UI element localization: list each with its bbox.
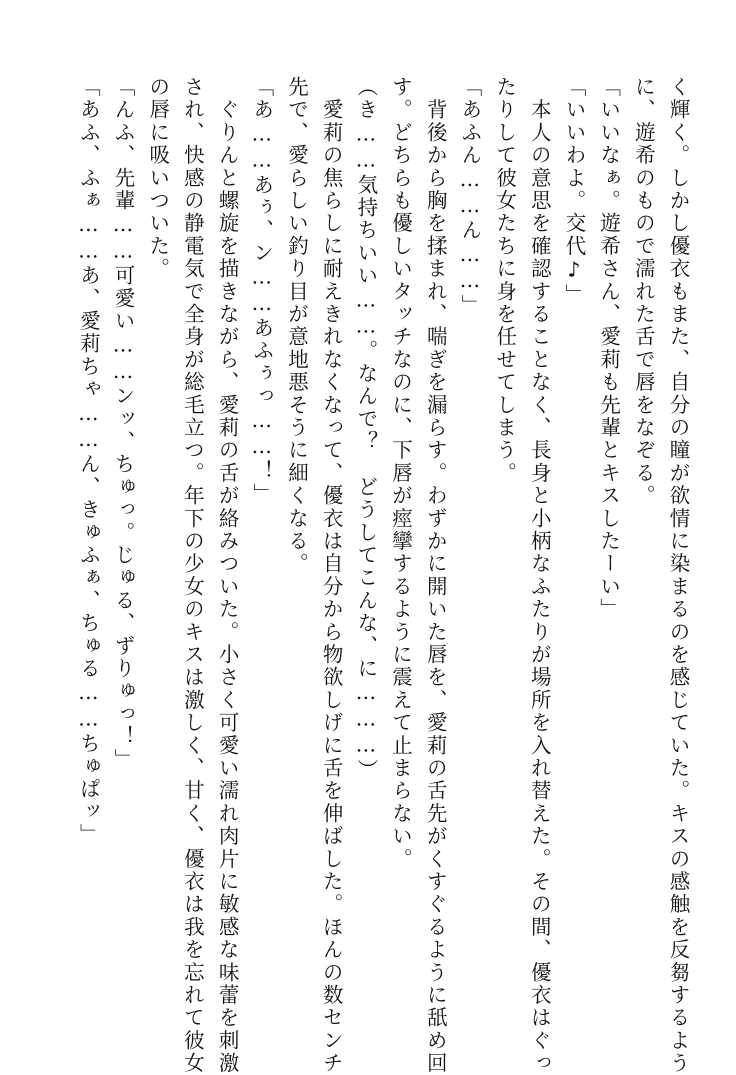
text-column: 「あ……あぅ、ン……あふぅっ……！」 <box>249 76 274 506</box>
text-column: 背後から胸を揉まれ、喘ぎを漏らす。わずかに開いた唇を、愛莉の舌先がくすぐるように舐め回 <box>423 76 448 1075</box>
text-column: され、快感の静電気で全身が総毛立つ。年下の少女のキスは激しく、甘く、優衣は我を忘れて彼女 <box>180 76 205 1075</box>
text-column: 「あふ、ふぁ……あ、愛莉ちゃ……ん、きゅふぁ、ちゅる……ちゅぱッ」 <box>76 76 101 847</box>
text-column: （き……気持ちいい……。なんで？ どうしてこんな、に………） <box>353 76 378 782</box>
vertical-text-block <box>64 76 690 1075</box>
text-column: す。どちらも優しいタッチなのに、下唇が痙攣するように震えて止まらない。 <box>388 76 413 871</box>
text-column: 「あふん……ん……」 <box>457 76 482 317</box>
text-column: ぐりんと螺旋を描きながら、愛莉の舌が絡みついた。小さく可愛い濡れ肉片に敏感な味蕾を刺激 <box>215 76 240 1075</box>
text-column: たりして彼女たちに身を任せてしまう。 <box>492 76 517 485</box>
text-column: 先で、愛らしい釣り目が意地悪そうに細くなる。 <box>284 76 309 576</box>
text-column: に、遊希のもので濡れた舌で唇をなぞる。 <box>631 76 656 508</box>
text-column: 「いいなぁ。遊希さん、愛莉も先輩とキスしたーい」 <box>596 76 621 621</box>
text-column: 愛莉の焦らしに耐えきれなくなって、優衣は自分から物欲しげに舌を伸ばした。ほんの数センチ <box>319 76 344 1075</box>
text-column: 「いいわよ。交代♪」 <box>561 76 586 307</box>
text-column: く輝く。しかし優衣もまた、自分の瞳が欲情に染まるのを感じていた。キスの感触を反芻するよう <box>666 76 690 1075</box>
text-column: 「んふ、先輩……可愛い……ンッ、ちゅっ。じゅる、ずりゅっ！」 <box>111 76 135 771</box>
text-column: の唇に吸いついた。 <box>145 76 170 281</box>
text-column: 本人の意思を確認することなく、長身と小柄なふたりが場所を入れ替えた。その間、優衣はぐっ <box>527 76 552 1075</box>
